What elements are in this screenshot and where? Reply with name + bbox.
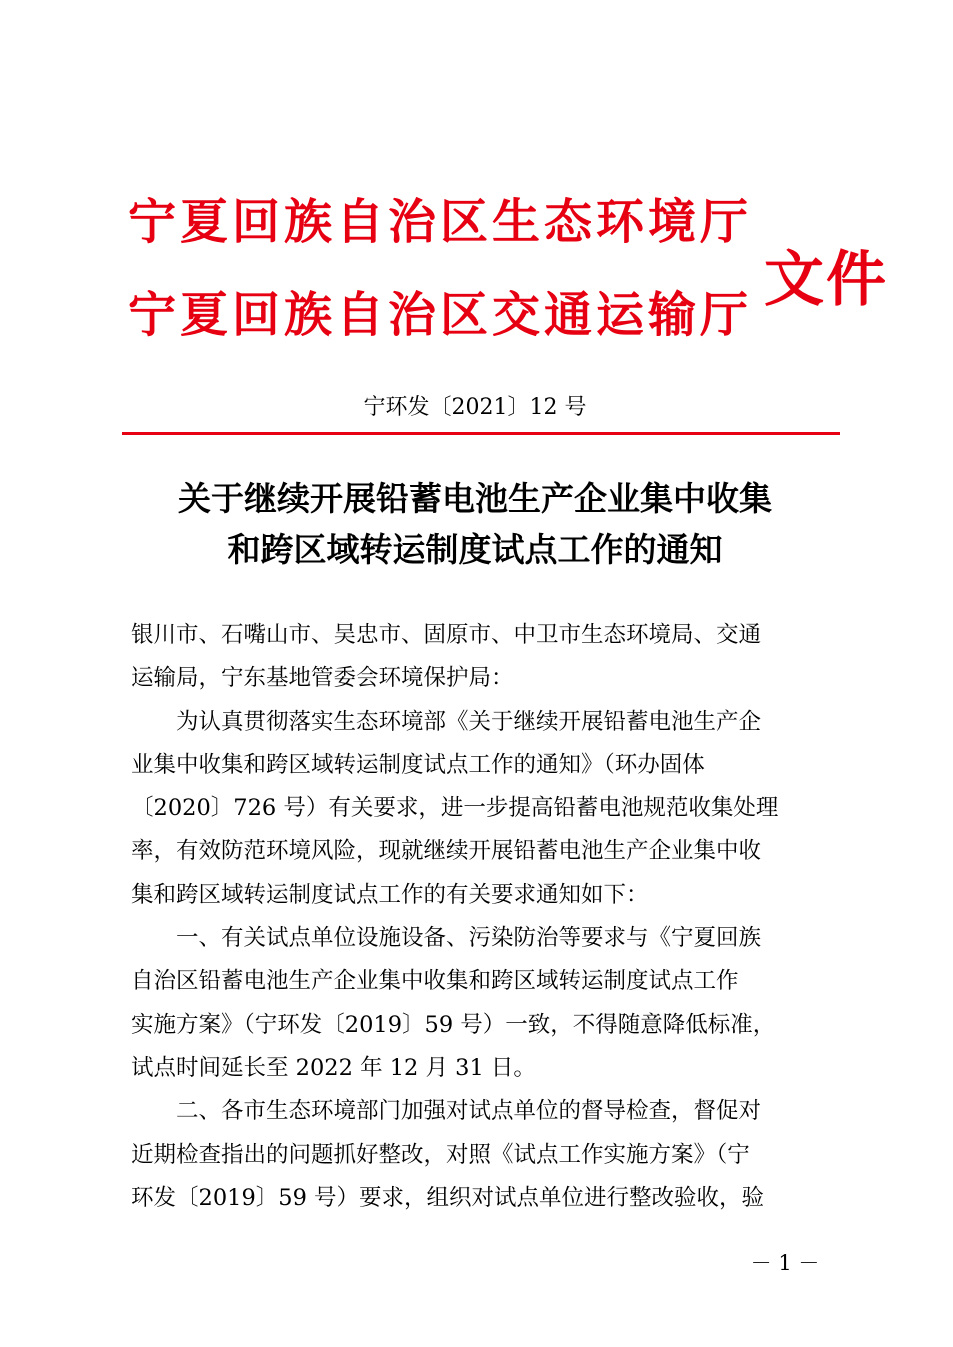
- paragraph-line: 一、有关试点单位设施设备、污染防治等要求与《宁夏回族: [176, 925, 762, 952]
- page-number: － 1 －: [750, 1251, 820, 1275]
- addressee: [131, 614, 833, 701]
- paragraph-line: 业集中收集和跨区域转运制度试点工作的通知》（环办固体: [131, 751, 705, 778]
- paragraph-line: 近期检查指出的问题抓好整改，对照《试点工作实施方案》（宁: [131, 1141, 750, 1168]
- paragraph-line: 为认真贯彻落实生态环境部《关于继续开展铅蓄电池生产企: [176, 708, 762, 735]
- paragraph-intro: [131, 701, 833, 917]
- document-number: 宁环发〔2021〕12 号: [363, 395, 587, 420]
- notice-title-line-2: 和跨区域转运制度试点工作的通知: [227, 530, 723, 569]
- paragraph-line: 实施方案》（宁环发〔2019〕59 号）一致，不得随意降低标准，: [131, 1011, 776, 1038]
- paragraph-line: 自治区铅蓄电池生产企业集中收集和跨区域转运制度试点工作: [131, 968, 739, 995]
- document-body: [131, 614, 833, 1220]
- paragraph-line: 二、各市生态环境部门加强对试点单位的督导检查，督促对: [176, 1098, 762, 1125]
- paragraph-line: 试点时间延长至 2022 年 12 月 31 日。: [131, 1054, 536, 1081]
- addressee-line: 运输局，宁东基地管委会环境保护局：: [131, 665, 514, 692]
- paragraph-line: 集和跨区域转运制度试点工作的有关要求通知如下：: [131, 881, 649, 908]
- addressee-line: 银川市、石嘴山市、吴忠市、固原市、中卫市生态环境局、交通: [131, 622, 762, 648]
- issuer-line-transport: 宁夏回族自治区交通运输厅: [128, 287, 753, 343]
- paragraph-line: 环发〔2019〕59 号）要求，组织对试点单位进行整改验收，验: [131, 1184, 765, 1211]
- paragraph-item-1: [131, 917, 833, 1090]
- document-type-label: 文件: [764, 245, 888, 315]
- paragraph-line: 率，有效防范环境风险，现就继续开展铅蓄电池生产企业集中收: [131, 838, 762, 865]
- issuer-line-environment: 宁夏回族自治区生态环境厅: [128, 194, 753, 250]
- paragraph-line: 〔2020〕726 号）有关要求，进一步提高铅蓄电池规范收集处理: [131, 795, 779, 822]
- red-divider-line: [122, 432, 840, 435]
- notice-title-line-1: 关于继续开展铅蓄电池生产企业集中收集: [178, 479, 772, 518]
- paragraph-item-2: [131, 1090, 833, 1220]
